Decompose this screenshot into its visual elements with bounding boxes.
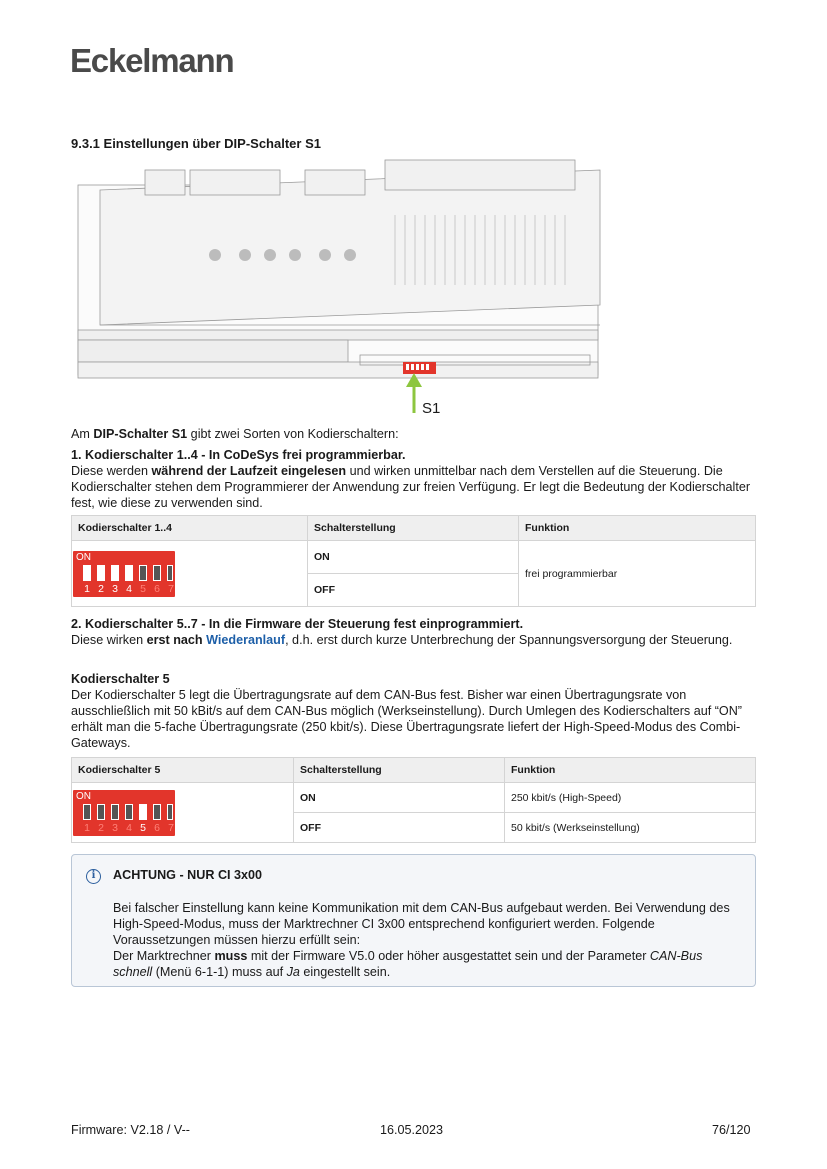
part1-heading: 1. Kodierschalter 1..4 - In CoDeSys frei programmierbar. xyxy=(71,448,406,462)
section-title: 9.3.1 Einstellungen über DIP-Schalter S1 xyxy=(71,136,321,151)
brand-logo: Eckelmann xyxy=(70,42,234,79)
t1-on: ON xyxy=(308,541,519,574)
t1-off: OFF xyxy=(308,574,519,607)
note-body: Bei falscher Einstellung kann keine Kommunikation mit dem CAN-Bus aufgebaut werden. Bei Verwendung des High-Speed-Modus, muss der Marktrechner CI 3x00 entsprechend konfiguriert werden. Folgende Voraussetzungen müssen hierzu erfüllt sein: Der Marktrechner muss mit der Firmware V5.0 oder höher ausgestattet sein und der Parameter CAN-Bus schnell (Menü 6-1-1) muss auf Ja eingestellt sein. xyxy=(113,901,730,979)
footer-firmware: Firmware: V2.18 / V-- xyxy=(71,1123,190,1137)
ks5-heading: Kodierschalter 5 xyxy=(71,672,170,686)
dip-switch-1-4-image: ON 1 2 3 4 5 6 7 xyxy=(73,551,175,597)
t2-func-on: 250 kbit/s (High-Speed) xyxy=(505,783,756,813)
ks5-text: Der Kodierschalter 5 legt die Übertragungsrate auf dem CAN-Bus fest. Bisher war einen Übertragungsrate von ausschließlich mit 50 kBit/s auf dem CAN-Bus möglich (Werkseinstellung). Durch Umlegen des Kodierschalters auf “ON” erhält man die 5-fache Übertragungsrate (250 kbit/s). Diese Übertragungsrate liefert der High-Speed-Modus des Combi-Gateways. xyxy=(71,688,742,750)
footer-date: 16.05.2023 xyxy=(380,1123,444,1137)
note-title: ACHTUNG - NUR CI 3x00 xyxy=(113,868,263,882)
table-kodierschalter-1-4: Kodierschalter 1..4 Schalterstellung Funktion ON 1 2 3 4 5 6 7 ON frei programmierbar OFF xyxy=(71,515,756,607)
device-illustration xyxy=(70,155,610,417)
part2-text: Diese wirken erst nach Wiederanlauf, d.h. erst durch kurze Unterbrechung der Spannungsversorgung der Steuerung. xyxy=(71,633,733,647)
info-icon: i xyxy=(86,869,101,884)
part1-text: Diese werden während der Laufzeit eingelesen und wirken unmittelbar nach dem Verstellen auf die Steuerung. Die Kodierschalter stehen dem Programmierer der Anwendung zur freien Verfügung. Er legt die Bedeutung der Kodierschalter fest, wie diese zu verwenden sind. xyxy=(71,464,751,510)
t1-func: frei programmierbar xyxy=(519,541,756,607)
warning-note xyxy=(71,854,756,987)
t2-off: OFF xyxy=(294,813,505,843)
t2-on: ON xyxy=(294,783,505,813)
wiederanlauf-link[interactable]: Wiederanlauf xyxy=(206,633,286,647)
s1-label: S1 xyxy=(422,400,441,417)
table-kodierschalter-5: Kodierschalter 5 Schalterstellung Funktion ON 1 2 3 4 5 6 7 ON 250 kbit/s (High-Speed) OFF 50 kbit/s (Werkseinstellung) xyxy=(71,757,756,843)
t2-func-off: 50 kbit/s (Werkseinstellung) xyxy=(505,813,756,843)
part2-heading: 2. Kodierschalter 5..7 - In die Firmware der Steuerung fest einprogrammiert. xyxy=(71,617,524,631)
dip-switch-5-image: ON 1 2 3 4 5 6 7 xyxy=(73,790,175,836)
intro-text: Am DIP-Schalter S1 gibt zwei Sorten von Kodierschaltern: xyxy=(71,427,399,441)
footer-page: 76/120 xyxy=(712,1123,751,1137)
